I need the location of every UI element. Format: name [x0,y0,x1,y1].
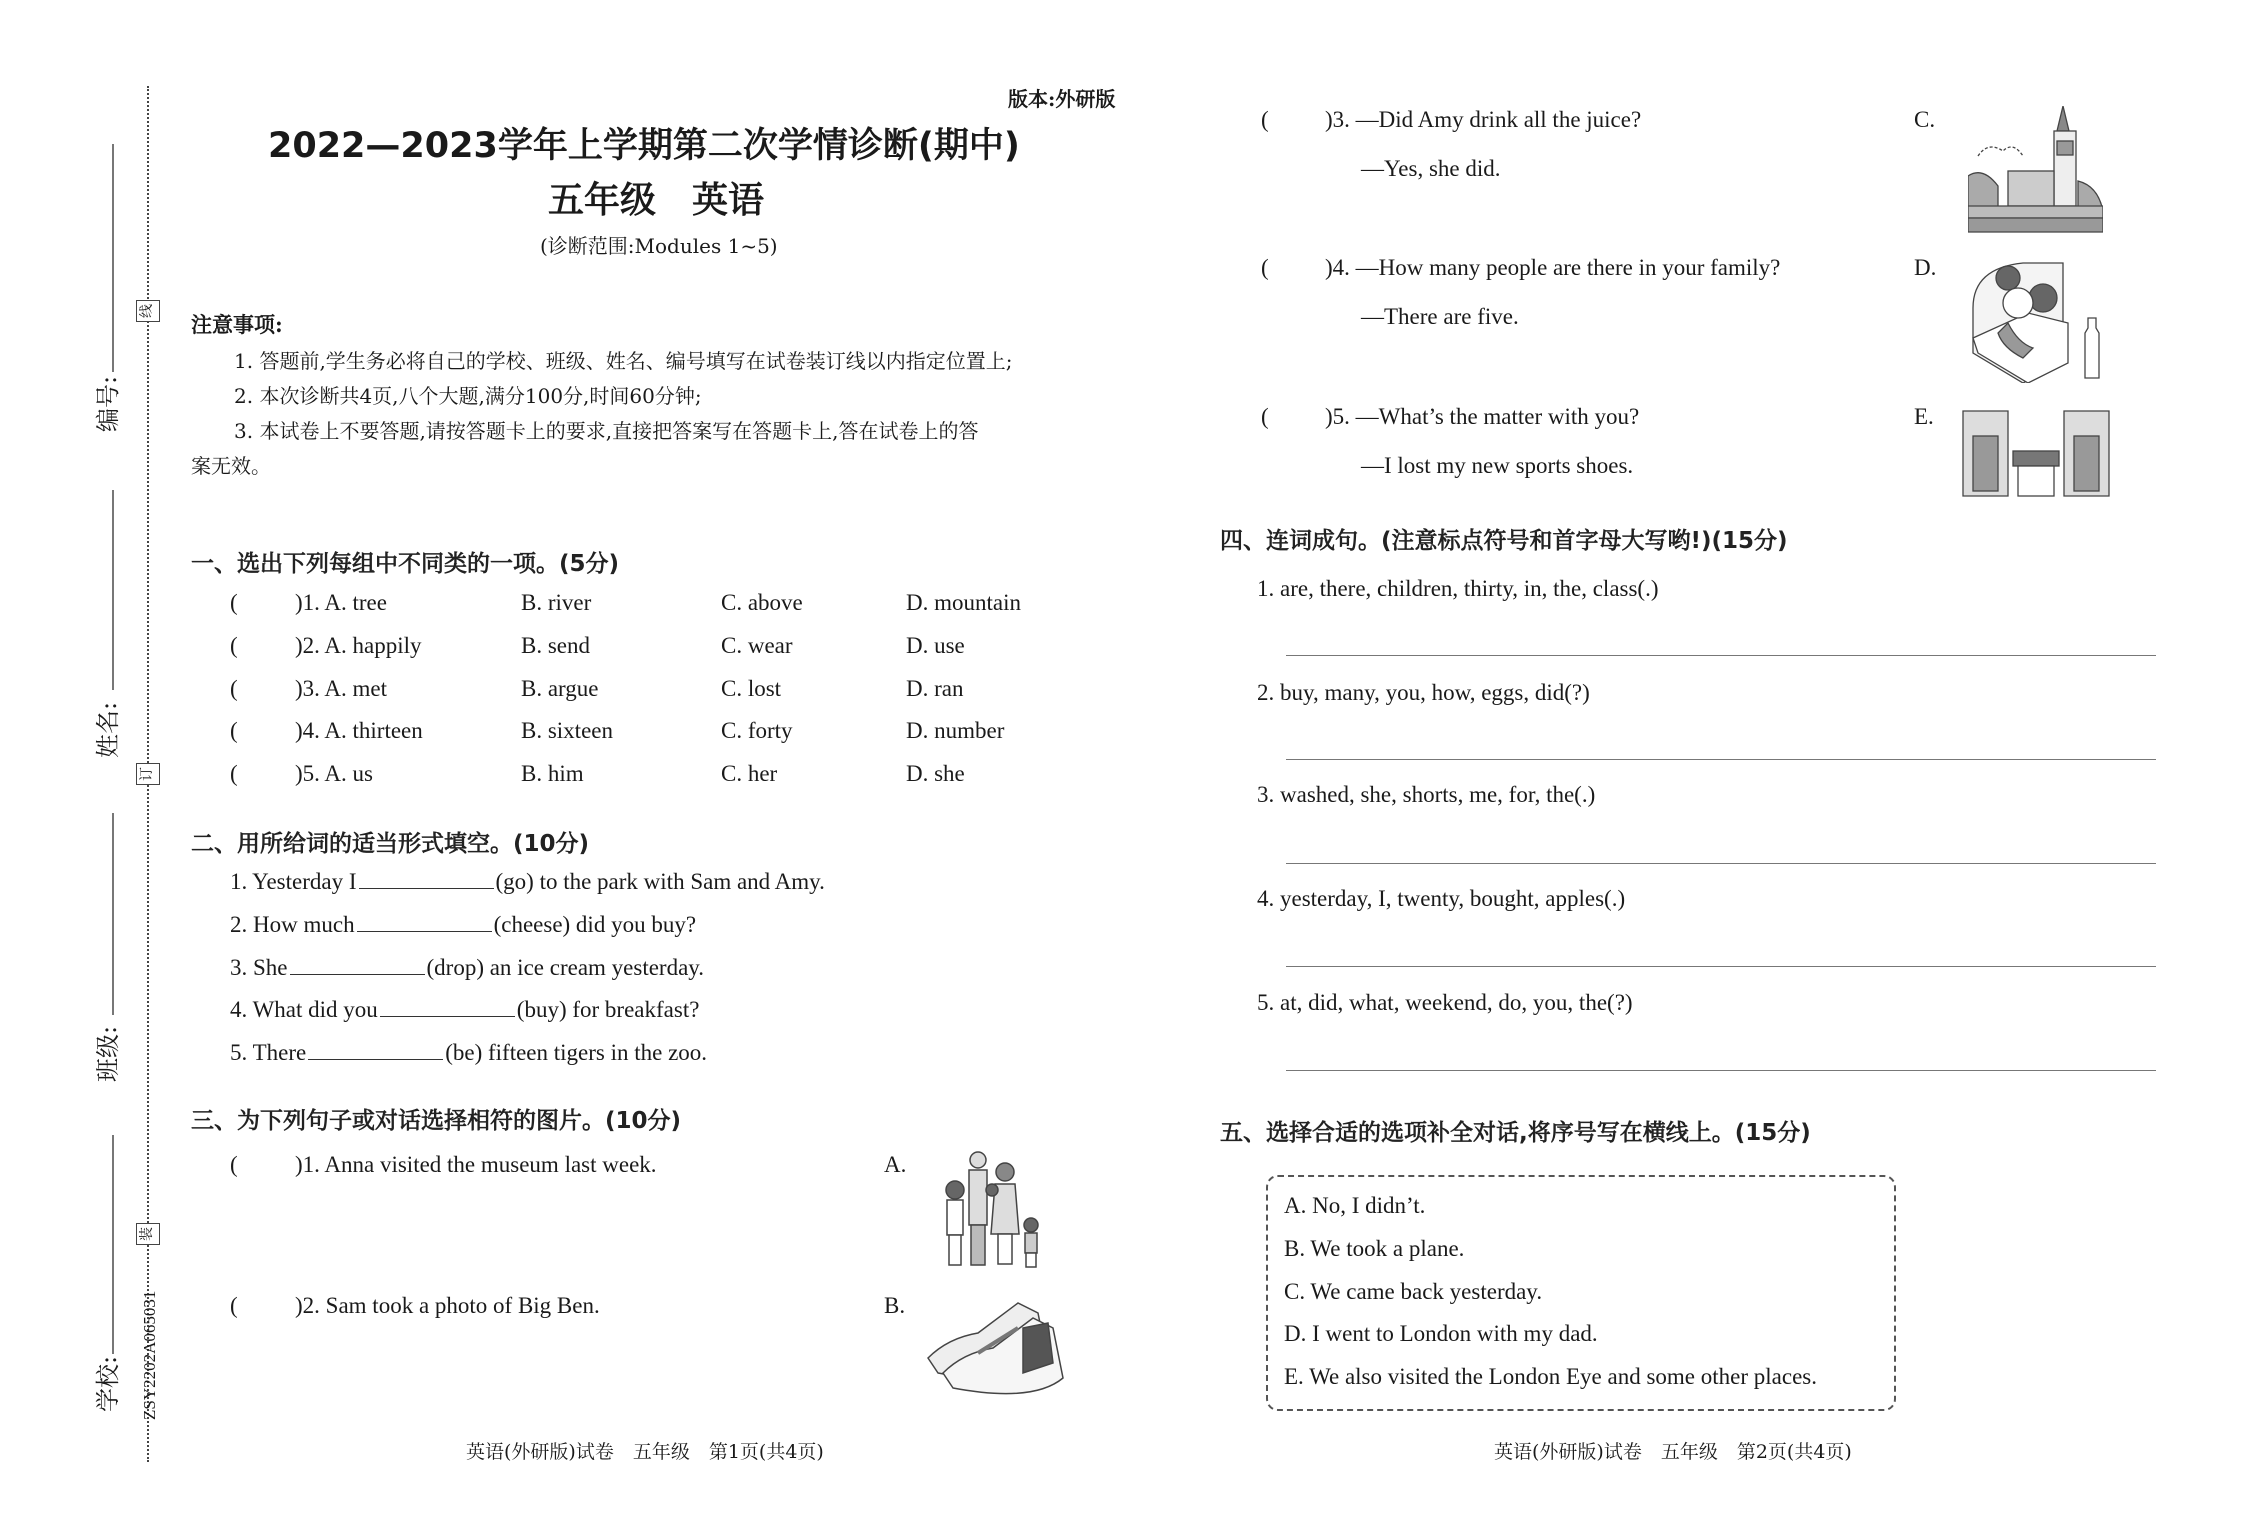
fill-prefix: 1. Yesterday I [230,869,357,894]
blank-field[interactable] [290,956,425,975]
fill-item-3 [230,955,704,981]
exam-title: 2022—2023学年上学期第二次学情诊断(期中) [268,126,1020,166]
option-c: C. her [721,761,778,786]
page2-footer: 英语(外研版)试卷 五年级 第2页(共4页) [1494,1441,1852,1463]
option-b: B. sixteen [521,718,613,743]
fill-suffix: (be) fifteen tigers in the zoo. [445,1040,708,1065]
match-item-5-question: )5. —What’s the matter with you? [1325,404,1640,429]
answer-line[interactable] [1286,1070,2156,1071]
notes-heading: 注意事项: [191,312,283,337]
binding-mark-staple: 订 [136,763,160,785]
dialogue-option-a: A. No, I didn’t. [1284,1193,1426,1218]
paper-code: ZSY2202A065031 [140,1290,159,1420]
answer-paren[interactable]: ( [1261,404,1269,429]
picture-label-c: C. [1914,107,1936,132]
match-item-1: )1. Anna visited the museum last week. [295,1152,657,1177]
picture-label-a: A. [884,1152,907,1177]
answer-paren[interactable]: ( [230,1293,238,1318]
binding-mark-line: 线 [136,300,160,322]
edition-label: 版本:外研版 [1008,87,1116,111]
option-b: B. argue [521,676,599,701]
blank-field[interactable] [308,1041,443,1060]
option-b: B. send [521,633,590,658]
blank-field[interactable] [380,998,515,1017]
option-a: )4. A. thirteen [295,718,423,743]
school-label: 学校: [94,1355,122,1412]
option-d: D. mountain [906,590,1021,615]
fill-prefix: 5. There [230,1040,307,1065]
word-order-item-2: 2. buy, many, you, how, eggs, did(?) [1257,680,1590,705]
fill-item-2 [230,912,696,938]
page1-footer: 英语(外研版)试卷 五年级 第1页(共4页) [466,1441,824,1463]
section1-heading: 一、选出下列每组中不同类的一项。(5分) [191,551,620,577]
picture-label-b: B. [884,1293,906,1318]
answer-paren[interactable]: ( [230,761,238,786]
museum-picture [1958,406,2114,498]
answer-paren[interactable]: ( [1261,107,1269,132]
match-item-3-answer: —Yes, she did. [1361,156,1501,181]
fill-suffix: (cheese) did you buy? [493,912,697,937]
option-d: D. she [906,761,965,786]
word-order-item-3: 3. washed, she, shorts, me, for, the(.) [1257,782,1596,807]
number-underline [112,144,114,372]
answer-paren[interactable]: ( [1261,255,1269,280]
blank-field[interactable] [359,870,494,889]
answer-paren[interactable]: ( [230,590,238,615]
family-picture [935,1150,1045,1270]
section2-heading: 二、用所给词的适当形式填空。(10分) [191,831,590,857]
dialogue-option-e: E. We also visited the London Eye and some other places. [1284,1364,1817,1389]
fill-prefix: 3. She [230,955,288,980]
dialogue-option-b: B. We took a plane. [1284,1236,1465,1261]
section3-heading: 三、为下列句子或对话选择相符的图片。(10分) [191,1108,682,1134]
answer-paren[interactable]: ( [230,718,238,743]
match-item-2: )2. Sam took a photo of Big Ben. [295,1293,600,1318]
note-1: 1. 答题前,学生务必将自己的学校、班级、姓名、编号填写在试卷装订线以内指定位置上; [234,349,1013,373]
option-b: B. river [521,590,592,615]
answer-line[interactable] [1286,759,2156,760]
answer-paren[interactable]: ( [230,633,238,658]
option-a: )1. A. tree [295,590,387,615]
class-label: 班级: [94,1025,122,1082]
answer-paren[interactable]: ( [230,676,238,701]
note-2: 2. 本次诊断共4页,八个大题,满分100分,时间60分钟; [234,384,702,408]
dialogue-option-d: D. I went to London with my dad. [1284,1321,1598,1346]
option-c: C. wear [721,633,793,658]
fill-suffix: (buy) for breakfast? [516,997,700,1022]
fill-prefix: 2. How much [230,912,355,937]
blank-field[interactable] [357,913,492,932]
word-order-item-5: 5. at, did, what, weekend, do, you, the(?) [1257,990,1633,1015]
fill-suffix: (go) to the park with Sam and Amy. [495,869,825,894]
option-d: D. use [906,633,965,658]
girl-on-sofa-picture [1968,258,2108,383]
picture-label-e: E. [1914,404,1934,429]
answer-line[interactable] [1286,863,2156,864]
option-b: B. him [521,761,584,786]
exam-subtitle: 五年级 英语 [548,180,765,221]
option-a: )2. A. happily [295,633,422,658]
option-a: )5. A. us [295,761,373,786]
big-ben-picture [1968,106,2103,234]
note-3-cont: 案无效。 [191,454,271,478]
option-c: C. lost [721,676,782,701]
match-item-4-answer: —There are five. [1361,304,1519,329]
name-label: 姓名: [94,701,122,758]
option-d: D. number [906,718,1005,743]
word-order-item-4: 4. yesterday, I, twenty, bought, apples(.) [1257,886,1626,911]
dialogue-option-c: C. We came back yesterday. [1284,1279,1543,1304]
option-a: )3. A. met [295,676,387,701]
answer-paren[interactable]: ( [230,1152,238,1177]
match-item-3-question: )3. —Did Amy drink all the juice? [1325,107,1642,132]
binding-mark-bind: 装 [136,1223,160,1245]
exam-scope: (诊断范围:Modules 1~5) [540,234,778,258]
option-c: C. above [721,590,803,615]
answer-line[interactable] [1286,966,2156,967]
match-item-5-answer: —I lost my new sports shoes. [1361,453,1634,478]
fill-prefix: 4. What did you [230,997,378,1022]
name-underline [112,490,114,690]
answer-line[interactable] [1286,655,2156,656]
option-c: C. forty [721,718,793,743]
section4-heading: 四、连词成句。(注意标点符号和首字母大写哟!)(15分) [1220,528,1788,554]
school-underline [112,1135,114,1354]
word-order-item-1: 1. are, there, children, thirty, in, the, class(.) [1257,576,1659,601]
class-underline [112,813,114,1015]
note-3: 3. 本试卷上不要答题,请按答题卡上的要求,直接把答案写在答题卡上,答在试卷上的答 [234,419,979,443]
number-label: 编号: [94,375,122,432]
option-d: D. ran [906,676,964,701]
picture-label-d: D. [1914,255,1937,280]
match-item-4-question: )4. —How many people are there in your family? [1325,255,1781,280]
sneakers-picture [918,1298,1068,1398]
fill-item-1 [230,869,825,895]
fill-suffix: (drop) an ice cream yesterday. [426,955,705,980]
section5-heading: 五、选择合适的选项补全对话,将序号写在横线上。(15分) [1220,1120,1811,1146]
fill-item-5 [230,1040,707,1066]
fill-item-4 [230,997,699,1023]
